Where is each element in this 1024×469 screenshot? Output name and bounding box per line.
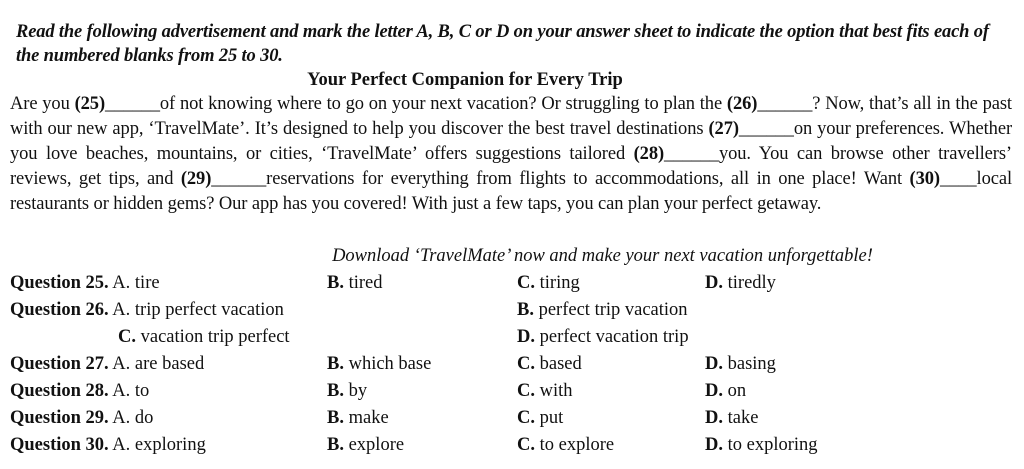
option-a-text: exploring [134,435,206,455]
question-30-option-c[interactable] [517,432,614,458]
option-text: to explore [539,435,615,455]
passage-text: ? Now, that’s all in the past with our new app, ‘TravelMate’. It’s designed to help you discover the best travel destinations [10,94,1012,139]
passage-text: on your preferences. Whether you love beaches, mountains, or cities, ‘TravelMate’ offers suggestions tailored [10,119,1013,164]
question-25 [10,270,160,296]
option-letter: A. [112,435,131,455]
question-27 [10,351,204,377]
instruction-text: Read the following advertisement and mark the letter A, B, C or D on your answer sheet to indicate the option that best fits each of the numbered blanks from 25 to 30. [16,22,989,66]
question-27-option-b[interactable] [327,351,431,377]
option-letter: D. [705,408,723,428]
option-a-text: are based [134,354,205,374]
question-25-option-b[interactable] [327,270,383,296]
blank-27: ______ [738,119,794,139]
question-28-option-d[interactable] [705,378,746,404]
blank-30: ____ [939,169,977,189]
option-letter: B. [327,435,344,455]
option-text: based [539,354,582,374]
option-text: to exploring [727,435,818,455]
passage-text: of not knowing where to go on your next vacation? Or struggling to plan the [159,94,727,114]
option-text: which base [348,354,432,374]
option-letter: B. [327,381,344,401]
blank-25: ______ [105,94,160,114]
blank-number-25: (25) [74,94,105,114]
option-letter: C. [118,327,136,347]
question-26-option-b[interactable] [517,297,688,323]
option-a-text: do [134,408,154,428]
option-text: tired [348,273,383,293]
question-30 [10,432,206,458]
option-a-text: to [134,381,150,401]
option-text: tiring [539,273,580,293]
option-text: with [539,381,573,401]
option-a-text: trip perfect vacation [134,300,284,320]
blank-29: ______ [211,169,267,189]
option-text: on [727,381,747,401]
advertisement-passage [10,92,1012,217]
option-text: perfect vacation trip [539,327,689,347]
option-letter: A. [112,381,131,401]
option-letter: C. [517,408,535,428]
blank-26: ______ [757,94,813,114]
blank-number-27: (27) [708,119,739,139]
option-letter: D. [705,381,723,401]
question-label: Question 27. [10,354,109,374]
advertisement-closing-line: Download ‘TravelMate’ now and make your next vacation unforgettable! [332,246,873,266]
option-letter: D. [705,354,723,374]
blank-number-30: (30) [909,169,940,189]
question-28-option-c[interactable] [517,378,573,404]
option-letter: B. [327,354,344,374]
passage-text: reservations for everything from flights to accommodations, all in one place! Want [266,169,910,189]
passage-text: local restaurants or hidden gems? Our app has you covered! With just a few taps, you can plan your perfect getaway. [10,169,1012,214]
option-text: take [727,408,759,428]
option-text: vacation trip perfect [140,327,290,347]
option-letter: D. [517,327,535,347]
option-letter: C. [517,354,535,374]
option-text: tiredly [727,273,776,293]
option-letter: C. [517,273,535,293]
question-28-option-b[interactable] [327,378,367,404]
question-27-option-c[interactable] [517,351,582,377]
option-letter: A. [112,354,131,374]
option-text: make [348,408,389,428]
option-letter: C. [517,381,535,401]
option-letter: A. [112,273,131,293]
question-label: Question 26. [10,300,109,320]
blank-number-28: (28) [633,144,665,164]
option-text: by [348,381,368,401]
question-30-option-b[interactable] [327,432,404,458]
question-29 [10,405,153,431]
question-label: Question 28. [10,381,109,401]
blank-28: ______ [664,144,719,164]
question-26 [10,297,284,323]
option-letter: A. [112,300,131,320]
option-text: explore [348,435,405,455]
question-26-option-c[interactable] [118,324,290,350]
question-label: Question 25. [10,273,109,293]
option-letter: C. [517,435,535,455]
question-29-option-d[interactable] [705,405,758,431]
question-25-option-c[interactable] [517,270,580,296]
option-letter: D. [705,435,723,455]
question-29-option-c[interactable] [517,405,563,431]
passage-text: you. You can browse other travellers’ reviews, get tips, and [10,144,1012,189]
blank-number-26: (26) [726,94,758,114]
option-a-text: tire [134,273,160,293]
option-letter: B. [327,408,344,428]
question-27-option-d[interactable] [705,351,776,377]
advertisement-title: Your Perfect Companion for Every Trip [307,70,623,90]
option-letter: A. [112,408,131,428]
question-26-option-d[interactable] [517,324,689,350]
option-letter: B. [327,273,344,293]
question-29-option-b[interactable] [327,405,389,431]
option-letter: B. [517,300,534,320]
question-25-option-d[interactable] [705,270,776,296]
option-letter: D. [705,273,723,293]
option-text: put [539,408,564,428]
blank-number-29: (29) [180,169,212,189]
option-text: perfect trip vacation [538,300,688,320]
question-28 [10,378,149,404]
passage-text: Are you [10,94,75,114]
question-label: Question 30. [10,435,109,455]
question-label: Question 29. [10,408,109,428]
option-text: basing [727,354,776,374]
question-30-option-d[interactable] [705,432,818,458]
